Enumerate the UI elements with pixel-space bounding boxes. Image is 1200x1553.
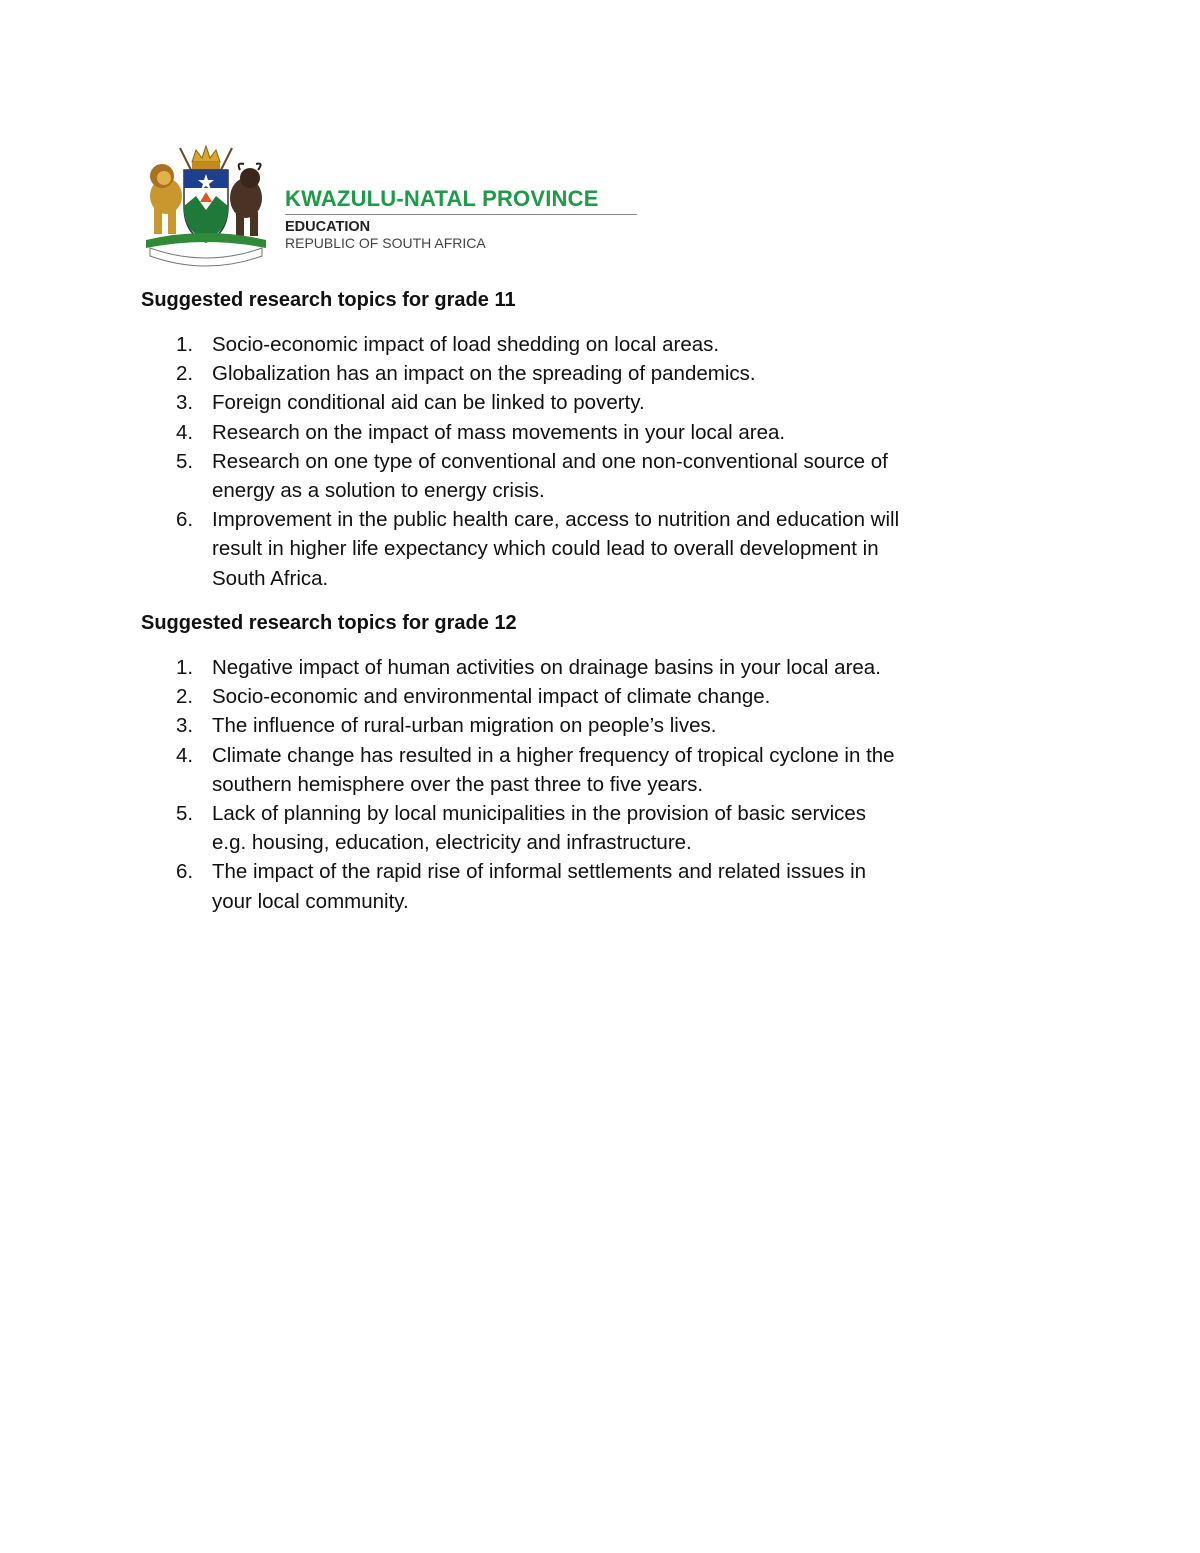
list-item — [141, 653, 961, 682]
list-item — [141, 799, 961, 857]
list-item — [141, 447, 961, 505]
section-heading: Suggested research topics for grade 12 — [141, 612, 517, 634]
list-item — [141, 359, 961, 388]
item-number: 6. — [176, 508, 194, 532]
grade-12-section — [141, 611, 961, 916]
list-item — [141, 682, 961, 711]
topic-list — [141, 330, 961, 593]
list-item — [141, 741, 961, 799]
item-number: 1. — [176, 333, 194, 356]
letterhead — [140, 140, 660, 268]
list-item — [141, 711, 961, 740]
topic-list — [141, 653, 961, 916]
country-name: REPUBLIC OF SOUTH AFRICA — [285, 235, 486, 251]
item-number: 3. — [176, 714, 194, 738]
item-text: Lack of planning by local municipalities in the provision of basic services e.g. housing, education, electricity and infrastructure. — [212, 802, 867, 855]
item-text: Climate change has resulted in a higher frequency of tropical cyclone in the southern hemisphere over the past three to five years. — [212, 743, 895, 796]
list-item — [141, 857, 961, 915]
item-text: Improvement in the public health care, access to nutrition and education will result in higher life expectancy which could lead to overall development in South Africa. — [212, 508, 900, 590]
item-text: Research on one type of conventional and one non-conventional source of energy as a solution to energy crisis. — [212, 449, 888, 503]
item-number: 2. — [176, 362, 194, 386]
item-number: 6. — [176, 860, 194, 884]
item-number: 1. — [176, 656, 194, 679]
item-number: 5. — [176, 449, 194, 473]
list-item — [141, 418, 961, 447]
item-number: 5. — [176, 802, 194, 826]
section-heading: Suggested research topics for grade 11 — [141, 289, 516, 311]
item-text: Negative impact of human activities on drainage basins in your local area. — [212, 656, 881, 679]
item-text: Socio-economic and environmental impact of climate change. — [212, 685, 771, 709]
item-number: 3. — [176, 391, 194, 415]
item-number: 4. — [176, 743, 194, 767]
coat-of-arms-icon — [140, 140, 272, 268]
grade-11-section — [141, 288, 961, 593]
item-text: Research on the impact of mass movements in your local area. — [212, 420, 786, 444]
item-number: 2. — [176, 685, 194, 709]
list-item — [141, 388, 961, 417]
province-name: KWAZULU-NATAL PROVINCE — [285, 186, 599, 211]
item-text: The influence of rural-urban migration on people’s lives. — [212, 714, 717, 738]
item-text: Globalization has an impact on the spreading of pandemics. — [212, 362, 756, 386]
item-text: Socio-economic impact of load shedding on local areas. — [212, 333, 720, 356]
item-number: 4. — [176, 420, 194, 444]
letterhead-text — [285, 186, 640, 251]
item-text: Foreign conditional aid can be linked to poverty. — [212, 391, 645, 415]
letterhead-divider — [285, 214, 637, 215]
list-item — [141, 330, 961, 359]
list-item — [141, 505, 961, 593]
department-name: EDUCATION — [285, 219, 371, 235]
item-text: The impact of the rapid rise of informal settlements and related issues in your local community. — [212, 860, 867, 913]
